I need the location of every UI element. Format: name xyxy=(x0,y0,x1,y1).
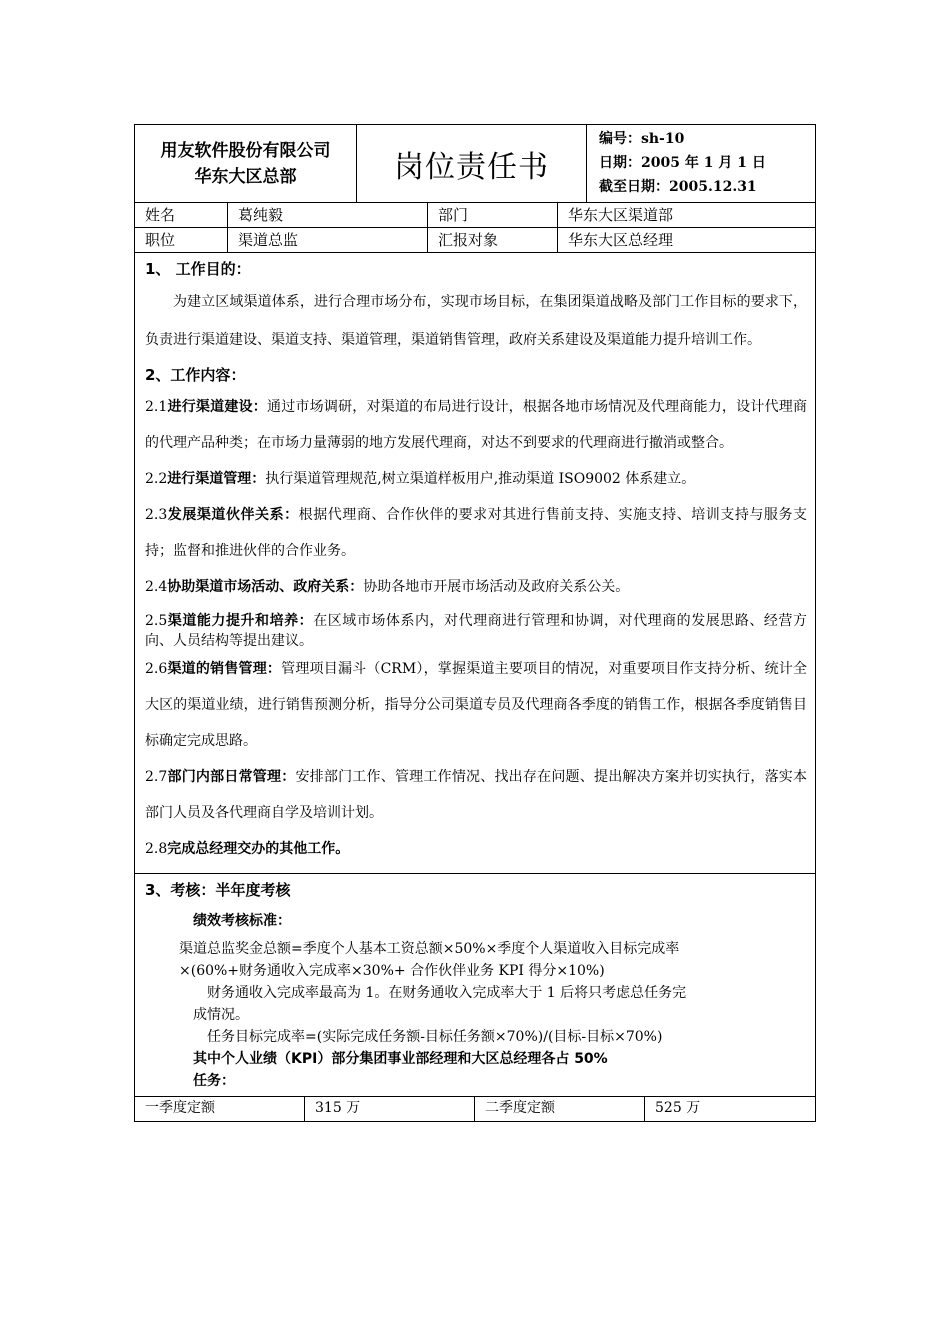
company-name xyxy=(135,125,357,202)
name-value: 葛纯毅 xyxy=(228,203,428,227)
info-row-1 xyxy=(135,203,815,228)
q2-label: 二季度定额 xyxy=(475,1097,645,1121)
document-deadline: 截至日期：2005.12.31 xyxy=(599,179,757,195)
content-heading: 2、工作内容： xyxy=(145,366,246,384)
item-number: 2.1 xyxy=(145,399,168,415)
item-text: 在区域市场体系内，对代理商进行管理和协调，对代理商的发展思路、经营方向、人员结构等提出建议。 xyxy=(145,613,808,649)
item-text: 管理项目漏斗（CRM），掌握渠道主要项目的情况，对重要项目作支持分析、统计全大区的渠道业绩，进行销售预测分析，指导分公司渠道专员及代理商各季度的销售工作，根据各季度销售目标确定完成思路。 xyxy=(145,661,807,749)
task-label: 任务： xyxy=(193,1073,235,1089)
content-item-8 xyxy=(145,831,807,867)
note-line-2: 成情况。 xyxy=(193,1007,249,1023)
document-title: 岗位责任书 xyxy=(357,125,587,202)
content-item-6 xyxy=(145,651,807,759)
info-row-2 xyxy=(135,228,815,253)
report-label: 汇报对象 xyxy=(428,228,558,252)
work-section xyxy=(135,253,815,874)
company-line-1: 用友软件股份有限公司 xyxy=(160,140,331,161)
item-number: 2.5 xyxy=(145,613,168,629)
item-text: 协助各地市开展市场活动及政府关系公关。 xyxy=(363,579,630,595)
dept-value: 华东大区渠道部 xyxy=(568,206,674,224)
position-label: 职位 xyxy=(135,228,228,252)
content-item-2 xyxy=(145,461,807,497)
formula-line-2: ×(60%+财务通收入完成率×30%+ 合作伙伴业务 KPI 得分×10%) xyxy=(179,963,605,979)
item-title: 协助渠道市场活动、政府关系： xyxy=(167,579,364,595)
item-number: 2.6 xyxy=(145,661,168,677)
formula-line-1: 渠道总监奖金总额=季度个人基本工资总额×50%×季度个人渠道收入目标完成率 xyxy=(179,941,680,957)
responsibility-document xyxy=(134,124,816,1122)
item-number: 2.4 xyxy=(145,579,168,595)
item-title: 进行渠道管理： xyxy=(167,471,266,487)
item-title: 部门内部日常管理： xyxy=(167,769,296,785)
document-meta xyxy=(587,125,815,202)
content-item-7 xyxy=(145,759,807,831)
item-number: 2.8 xyxy=(145,841,168,857)
q1-label: 一季度定额 xyxy=(135,1097,305,1121)
document-number: 编号：sh-10 xyxy=(599,131,685,147)
item-title: 渠道的销售管理： xyxy=(167,661,282,677)
item-title: 发展渠道伙伴关系： xyxy=(167,507,299,523)
item-text: 根据代理商、合作伙伴的要求对其进行售前支持、实施支持、培训支持与服务支持；监督和推进伙伴的合作业务。 xyxy=(145,507,808,559)
item-title: 渠道能力提升和培养： xyxy=(167,613,314,629)
assessment-section xyxy=(135,874,815,1097)
name-label: 姓名 xyxy=(135,203,228,227)
item-number: 2.2 xyxy=(145,471,168,487)
item-number: 2.7 xyxy=(145,769,168,785)
assessment-heading: 3、考核：半年度考核 xyxy=(145,881,291,899)
kpi-note: 其中个人业绩（KPI）部分集团事业部经理和大区总经理各占 50% xyxy=(193,1051,608,1067)
company-line-2: 华东大区总部 xyxy=(194,166,297,187)
q1-value: 315 万 xyxy=(305,1097,475,1121)
report-value: 华东大区总经理 xyxy=(568,231,674,249)
header-row xyxy=(135,125,815,203)
item-title: 完成总经理交办的其他工作。 xyxy=(167,841,350,857)
content-item-5 xyxy=(145,605,807,651)
purpose-heading: 1、 工作目的： xyxy=(145,260,251,278)
task-rate-formula: 任务目标完成率=(实际完成任务额-目标任务额×70%)/(目标-目标×70%) xyxy=(207,1029,663,1045)
item-number: 2.3 xyxy=(145,507,168,523)
q2-value: 525 万 xyxy=(655,1100,701,1116)
position-value: 渠道总监 xyxy=(228,228,428,252)
note-line-1: 财务通收入完成率最高为 1。在财务通收入完成率大于 1 后将只考虑总任务完 xyxy=(207,985,687,1001)
purpose-text: 为建立区域渠道体系，进行合理市场分布，实现市场目标，在集团渠道战略及部门工作目标的要求下，负责进行渠道建设、渠道支持、渠道管理，渠道销售管理，政府关系建设及渠道能力提升培训工作。 xyxy=(145,294,807,348)
item-title: 进行渠道建设： xyxy=(167,399,267,415)
quota-row xyxy=(135,1097,815,1121)
item-text: 执行渠道管理规范,树立渠道样板用户,推动渠道 ISO9002 体系建立。 xyxy=(265,471,696,487)
dept-label: 部门 xyxy=(428,203,558,227)
content-item-4 xyxy=(145,569,807,605)
document-date: 日期：2005 年 1 月 1 日 xyxy=(599,155,766,171)
content-item-3 xyxy=(145,497,807,569)
content-item-1 xyxy=(145,389,807,461)
standard-label: 绩效考核标准： xyxy=(193,913,291,929)
item-text: 安排部门工作、管理工作情况、找出存在问题、提出解决方案并切实执行，落实本部门人员及各代理商自学及培训计划。 xyxy=(145,769,808,821)
item-text: 通过市场调研，对渠道的布局进行设计，根据各地市场情况及代理商能力，设计代理商的代理产品种类；在市场力量薄弱的地方发展代理商，对达不到要求的代理商进行撤消或整合。 xyxy=(145,399,808,451)
